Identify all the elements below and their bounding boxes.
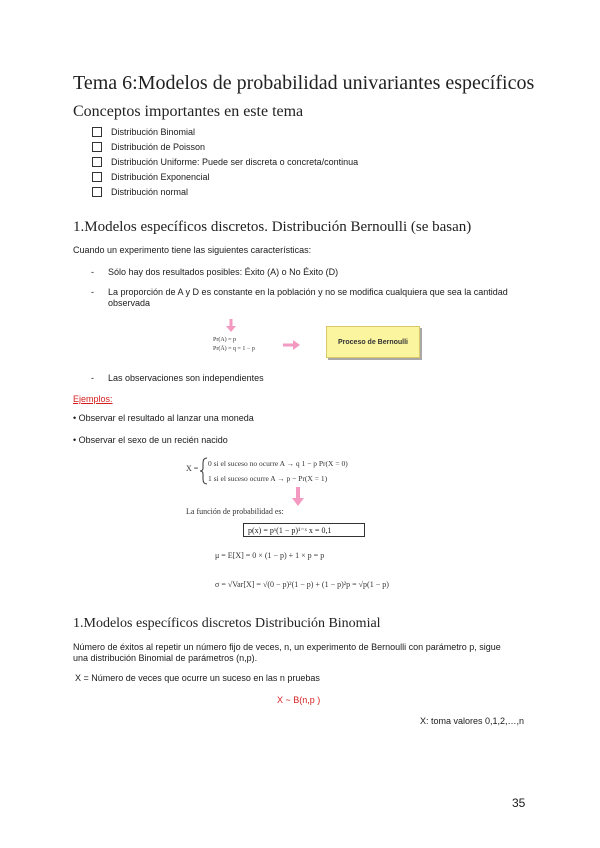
brace-icon [200,457,208,485]
piecewise-row-0: 0 si el suceso no ocurre A → q 1 − p Pr(X = 0) [208,459,348,468]
concept-checklist [92,124,358,199]
prob-not-A: Pr(Ā) = q = 1 − p [213,346,255,352]
binomial-support: X: toma valores 0,1,2,…,n [420,716,525,726]
bullet-constant-proportion: La proporción de A y D es constante en la población y no se modifica cualquiera que sea la cantidad [108,287,508,297]
binomial-x-definition: X = Número de veces que ocurre un suceso en las n pruebas [75,673,320,683]
pmf-label: La función de probabilidad es: [186,507,284,516]
page-title: Tema 6:Modelos de probabilidad univariantes específicos [73,72,535,94]
checkbox-icon[interactable] [92,142,102,152]
pink-down-arrow-icon [226,319,236,333]
checklist-item[interactable]: Distribución de Poisson [92,139,358,154]
pink-down-arrow-icon [292,487,304,507]
checklist-item[interactable]: Distribución normal [92,184,358,199]
pink-right-arrow-icon [283,340,301,350]
bullet-constant-proportion-cont: observada [108,298,151,308]
prob-A: Pr(A) = p [213,337,237,343]
dash-marker: - [91,267,94,277]
bernoulli-intro: Cuando un experimento tiene las siguientes características: [73,245,312,255]
binomial-notation: X ~ B(n,p ) [277,695,321,705]
checklist-item[interactable]: Distribución Binomial [92,124,358,139]
checklist-item[interactable]: Distribución Uniforme: Puede ser discreta o concreta/continua [92,154,358,169]
dash-marker: - [91,373,94,383]
bullet-two-outcomes: Sólo hay dos resultados posibles: Éxito (A) o No Éxito (D) [108,267,339,277]
binomial-desc-line2: una distribución Binomial de parámetros (n,p). [73,653,258,663]
section-subtitle: Conceptos importantes en este tema [73,103,304,120]
mean-formula: μ = E[X] = 0 × (1 − p) + 1 × p = p [215,551,325,560]
page-number: 35 [512,796,526,810]
example-coin: • Observar el resultado al lanzar una moneda [73,413,254,423]
binomial-desc-line1: Número de éxitos al repetir un número fijo de veces, n, un experimento de Bernoulli con parámetro p, sigue [73,642,501,652]
piecewise-row-1: 1 si el suceso ocurre A → p − Pr(X = 1) [208,474,328,483]
binomial-heading: 1.Modelos específicos discretos Distribución Binomial [73,616,381,631]
example-newborn: • Observar el sexo de un recién nacido [73,435,228,445]
checkbox-icon[interactable] [92,187,102,197]
piecewise-lhs: X = [186,464,199,473]
sd-formula: σ = √Var[X] = √(0 − p)²(1 − p) + (1 − p)²p = √p(1 − p) [215,580,389,589]
bernoulli-heading: 1.Modelos específicos discretos. Distribución Bernoulli (se basan) [73,219,472,235]
pmf-formula: p(x) = pˣ(1 − p)¹⁻ˣ x = 0,1 [243,523,365,537]
checkbox-icon[interactable] [92,127,102,137]
bernoulli-process-box: Proceso de Bernoulli [326,326,420,358]
checkbox-icon[interactable] [92,172,102,182]
checklist-item[interactable]: Distribución Exponencial [92,169,358,184]
bullet-independent: Las observaciones son independientes [108,373,264,383]
examples-label: Ejemplos: [73,394,113,404]
dash-marker: - [91,287,94,297]
checkbox-icon[interactable] [92,157,102,167]
